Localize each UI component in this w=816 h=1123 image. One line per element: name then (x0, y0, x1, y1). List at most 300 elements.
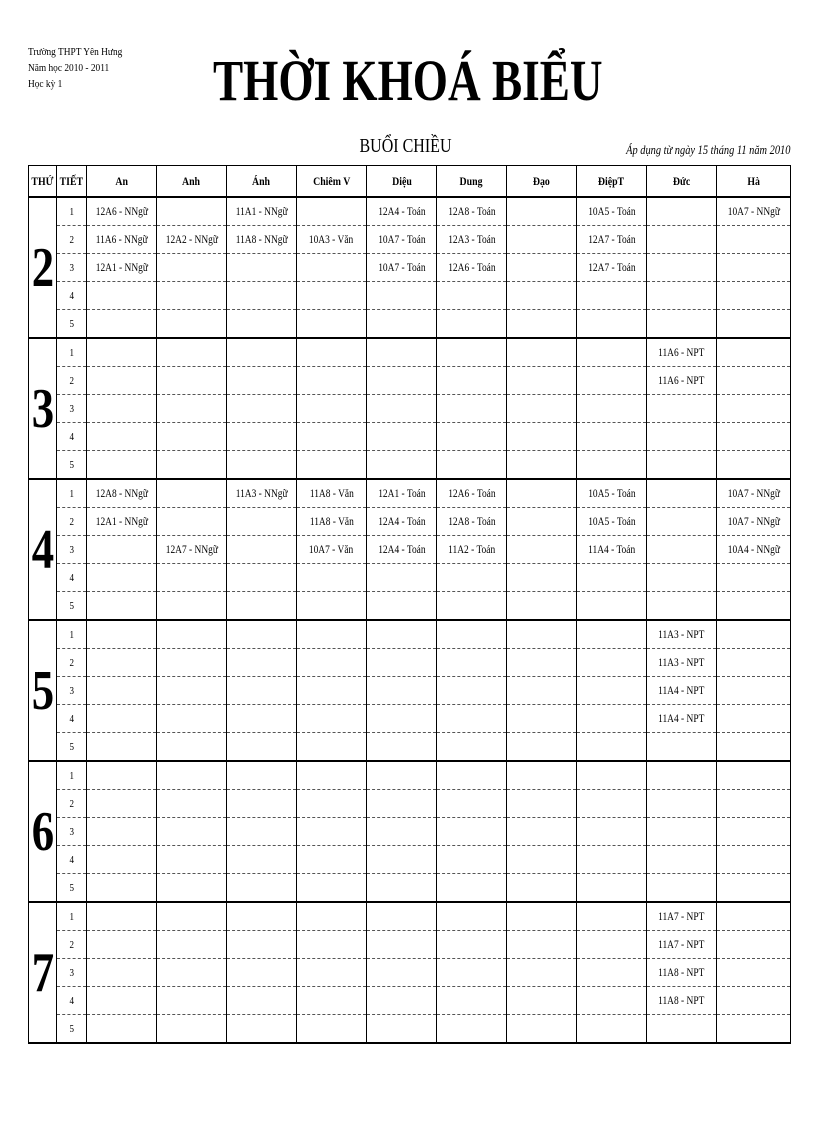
period-cell (57, 423, 87, 451)
lesson-cell (647, 564, 717, 592)
lesson-cell (157, 620, 227, 649)
period-cell (57, 649, 87, 677)
lesson-cell (157, 902, 227, 931)
lesson-cell (367, 761, 437, 790)
table-row (29, 987, 791, 1015)
lesson-cell (157, 282, 227, 310)
lesson-cell (157, 931, 227, 959)
session-title (330, 134, 480, 158)
lesson-cell (717, 536, 791, 564)
lesson-cell (717, 620, 791, 649)
lesson-cell (367, 254, 437, 282)
lesson-cell (367, 197, 437, 226)
header-teacher (717, 166, 791, 198)
lesson-text: 12A8 - Toán (447, 205, 496, 218)
table-row (29, 564, 791, 592)
lesson-cell (437, 874, 507, 903)
lesson-cell (647, 592, 717, 621)
lesson-cell (437, 282, 507, 310)
period-cell (57, 677, 87, 705)
lesson-cell (157, 1015, 227, 1044)
lesson-text: 10A7 - Toán (377, 233, 426, 246)
lesson-cell (647, 818, 717, 846)
header-period (57, 166, 87, 198)
lesson-cell (87, 310, 157, 339)
lesson-cell (87, 254, 157, 282)
lesson-cell (507, 818, 577, 846)
day-number: 4 (31, 518, 55, 581)
lesson-cell (437, 564, 507, 592)
lesson-cell (297, 846, 367, 874)
lesson-cell (367, 790, 437, 818)
lesson-cell (297, 197, 367, 226)
period-number: 2 (69, 938, 74, 951)
lesson-text: 12A7 - Toán (587, 261, 636, 274)
lesson-cell (647, 931, 717, 959)
lesson-cell (437, 987, 507, 1015)
lesson-cell (717, 987, 791, 1015)
period-cell (57, 564, 87, 592)
lesson-cell (227, 395, 297, 423)
lesson-cell (367, 310, 437, 339)
lesson-cell (437, 479, 507, 508)
period-number: 2 (69, 374, 74, 387)
lesson-cell (157, 338, 227, 367)
lesson-text: 10A7 - Toán (377, 261, 426, 274)
lesson-cell (717, 846, 791, 874)
lesson-cell (297, 367, 367, 395)
lesson-cell (577, 902, 647, 931)
lesson-cell (507, 987, 577, 1015)
lesson-cell (297, 536, 367, 564)
lesson-cell (157, 536, 227, 564)
lesson-cell (367, 677, 437, 705)
lesson-cell (437, 310, 507, 339)
lesson-cell (647, 338, 717, 367)
lesson-cell (647, 508, 717, 536)
lesson-cell (437, 423, 507, 451)
lesson-cell (577, 959, 647, 987)
lesson-cell (87, 338, 157, 367)
header-teacher (507, 166, 577, 198)
day-number: 6 (31, 800, 55, 863)
lesson-text: 11A6 - NPT (658, 374, 705, 387)
lesson-cell (647, 395, 717, 423)
table-row (29, 395, 791, 423)
period-number: 3 (69, 261, 74, 274)
lesson-cell (647, 874, 717, 903)
lesson-cell (647, 733, 717, 762)
period-number: 5 (69, 317, 74, 330)
lesson-text: 10A5 - Toán (587, 487, 636, 500)
lesson-cell (87, 733, 157, 762)
period-number: 3 (69, 684, 74, 697)
table-row (29, 338, 791, 367)
table-row (29, 479, 791, 508)
period-cell (57, 197, 87, 226)
lesson-cell (647, 423, 717, 451)
lesson-text: 10A5 - Toán (587, 515, 636, 528)
period-number: 1 (69, 910, 74, 923)
lesson-cell (87, 536, 157, 564)
lesson-cell (367, 564, 437, 592)
lesson-text: 11A4 - NPT (658, 684, 705, 697)
lesson-cell (227, 733, 297, 762)
lesson-cell (717, 959, 791, 987)
lesson-cell (367, 959, 437, 987)
lesson-text: 11A2 - Toán (447, 543, 495, 556)
period-cell (57, 1015, 87, 1044)
period-cell (57, 733, 87, 762)
lesson-cell (507, 790, 577, 818)
lesson-cell (577, 536, 647, 564)
lesson-cell (577, 226, 647, 254)
lesson-cell (577, 1015, 647, 1044)
lesson-cell (437, 677, 507, 705)
header-teacher-name: Chiêm V (312, 173, 351, 188)
lesson-cell (297, 479, 367, 508)
lesson-cell (367, 536, 437, 564)
day-number: 7 (31, 941, 55, 1004)
table-row (29, 959, 791, 987)
lesson-cell (717, 282, 791, 310)
lesson-text: 12A6 - NNgữ (95, 205, 148, 218)
lesson-cell (577, 705, 647, 733)
period-number: 3 (69, 825, 74, 838)
lesson-cell (367, 367, 437, 395)
lesson-text: 12A4 - Toán (377, 543, 426, 556)
lesson-cell (647, 197, 717, 226)
day-number: 5 (31, 659, 55, 722)
lesson-cell (577, 677, 647, 705)
lesson-cell (87, 395, 157, 423)
lesson-cell (367, 395, 437, 423)
table-row (29, 790, 791, 818)
lesson-cell (227, 254, 297, 282)
lesson-text: 12A1 - NNgữ (95, 515, 148, 528)
lesson-cell (507, 508, 577, 536)
lesson-cell (577, 282, 647, 310)
lesson-cell (157, 874, 227, 903)
lesson-text: 11A8 - Văn (309, 487, 354, 500)
lesson-cell (437, 508, 507, 536)
period-cell (57, 931, 87, 959)
lesson-cell (507, 705, 577, 733)
lesson-cell (507, 761, 577, 790)
lesson-cell (297, 790, 367, 818)
lesson-cell (577, 987, 647, 1015)
lesson-cell (437, 931, 507, 959)
lesson-cell (87, 508, 157, 536)
lesson-cell (437, 338, 507, 367)
lesson-cell (157, 451, 227, 480)
lesson-cell (227, 818, 297, 846)
lesson-cell (157, 423, 227, 451)
lesson-cell (647, 226, 717, 254)
lesson-cell (87, 423, 157, 451)
lesson-cell (87, 818, 157, 846)
lesson-cell (717, 705, 791, 733)
lesson-cell (157, 846, 227, 874)
header-teacher-name: Dung (460, 173, 483, 188)
period-number: 5 (69, 881, 74, 894)
lesson-text: 10A5 - Toán (587, 205, 636, 218)
lesson-cell (577, 846, 647, 874)
lesson-cell (507, 931, 577, 959)
lesson-cell (647, 761, 717, 790)
day-number: 2 (31, 236, 55, 299)
header-teacher (227, 166, 297, 198)
lesson-cell (367, 282, 437, 310)
period-number: 1 (69, 769, 74, 782)
lesson-text: 11A8 - NPT (658, 966, 705, 979)
lesson-cell (507, 536, 577, 564)
lesson-cell (717, 1015, 791, 1044)
table-row (29, 677, 791, 705)
lesson-cell (227, 367, 297, 395)
lesson-cell (297, 338, 367, 367)
table-row (29, 282, 791, 310)
table-row (29, 1015, 791, 1044)
lesson-cell (87, 987, 157, 1015)
lesson-cell (577, 508, 647, 536)
lesson-cell (227, 282, 297, 310)
table-row (29, 874, 791, 903)
lesson-cell (507, 733, 577, 762)
lesson-cell (647, 620, 717, 649)
lesson-cell (87, 677, 157, 705)
lesson-text: 12A6 - Toán (447, 487, 496, 500)
lesson-text: 11A7 - NPT (658, 910, 705, 923)
lesson-cell (437, 959, 507, 987)
period-number: 4 (69, 571, 74, 584)
period-number: 4 (69, 289, 74, 302)
lesson-cell (437, 395, 507, 423)
lesson-cell (507, 254, 577, 282)
lesson-cell (577, 818, 647, 846)
lesson-cell (157, 395, 227, 423)
period-number: 4 (69, 853, 74, 866)
period-number: 1 (69, 628, 74, 641)
lesson-text: 11A3 - NNgữ (235, 487, 288, 500)
period-cell (57, 367, 87, 395)
lesson-cell (367, 705, 437, 733)
lesson-cell (367, 508, 437, 536)
lesson-cell (717, 931, 791, 959)
lesson-cell (507, 1015, 577, 1044)
lesson-cell (157, 733, 227, 762)
table-row (29, 931, 791, 959)
lesson-cell (647, 479, 717, 508)
lesson-cell (227, 338, 297, 367)
lesson-cell (577, 451, 647, 480)
lesson-cell (157, 987, 227, 1015)
header-teacher-name: Anh (182, 173, 201, 188)
lesson-text: 10A7 - NNgữ (727, 487, 780, 500)
lesson-cell (577, 338, 647, 367)
lesson-cell (717, 197, 791, 226)
lesson-cell (577, 620, 647, 649)
lesson-cell (507, 451, 577, 480)
lesson-text: 12A7 - Toán (587, 233, 636, 246)
lesson-cell (437, 733, 507, 762)
lesson-cell (717, 790, 791, 818)
header-teacher (577, 166, 647, 198)
lesson-cell (367, 649, 437, 677)
lesson-cell (437, 197, 507, 226)
lesson-cell (227, 592, 297, 621)
period-cell (57, 226, 87, 254)
table-row (29, 761, 791, 790)
lesson-cell (437, 592, 507, 621)
period-number: 4 (69, 712, 74, 725)
lesson-cell (507, 479, 577, 508)
lesson-cell (577, 423, 647, 451)
lesson-cell (157, 197, 227, 226)
lesson-text: 10A7 - NNgữ (727, 205, 780, 218)
header-teacher-name: Ánh (252, 173, 271, 188)
lesson-cell (647, 1015, 717, 1044)
page-title (0, 46, 816, 116)
lesson-cell (367, 620, 437, 649)
day-cell (29, 479, 57, 620)
lesson-cell (507, 395, 577, 423)
lesson-cell (367, 931, 437, 959)
period-number: 2 (69, 797, 74, 810)
table-row (29, 536, 791, 564)
lesson-cell (297, 931, 367, 959)
lesson-cell (367, 226, 437, 254)
timetable-header (29, 166, 791, 198)
lesson-cell (227, 536, 297, 564)
lesson-cell (647, 790, 717, 818)
lesson-cell (717, 818, 791, 846)
lesson-text: 10A7 - Văn (309, 543, 354, 556)
period-cell (57, 282, 87, 310)
effective-date (585, 142, 790, 158)
day-cell (29, 620, 57, 761)
period-number: 4 (69, 994, 74, 1007)
lesson-cell (157, 761, 227, 790)
period-number: 2 (69, 515, 74, 528)
lesson-cell (157, 818, 227, 846)
lesson-cell (577, 197, 647, 226)
lesson-cell (297, 902, 367, 931)
period-cell (57, 846, 87, 874)
header-day-text: THỨ (31, 173, 54, 188)
lesson-cell (297, 1015, 367, 1044)
effective-date-text: Áp dụng từ ngày 15 tháng 11 năm 2010 (625, 142, 790, 157)
lesson-cell (157, 592, 227, 621)
header-teacher-name: ĐiệpT (598, 173, 625, 188)
period-cell (57, 338, 87, 367)
header-teacher (87, 166, 157, 198)
lesson-cell (87, 649, 157, 677)
lesson-cell (507, 846, 577, 874)
lesson-cell (717, 479, 791, 508)
lesson-text: 11A8 - NPT (658, 994, 705, 1007)
lesson-text: 12A3 - Toán (447, 233, 496, 246)
day-cell (29, 338, 57, 479)
header-teacher-name: An (115, 173, 128, 188)
lesson-cell (297, 987, 367, 1015)
table-row (29, 818, 791, 846)
lesson-cell (717, 592, 791, 621)
lesson-text: 10A7 - NNgữ (727, 515, 780, 528)
lesson-cell (297, 254, 367, 282)
period-cell (57, 395, 87, 423)
lesson-cell (437, 226, 507, 254)
lesson-cell (227, 987, 297, 1015)
lesson-text: 12A8 - Toán (447, 515, 496, 528)
lesson-text: 11A6 - NNgữ (95, 233, 148, 246)
lesson-cell (157, 677, 227, 705)
lesson-cell (507, 959, 577, 987)
lesson-cell (87, 902, 157, 931)
lesson-cell (437, 620, 507, 649)
lesson-cell (87, 620, 157, 649)
lesson-cell (577, 733, 647, 762)
lesson-cell (87, 931, 157, 959)
lesson-cell (507, 423, 577, 451)
school-term: Học kỳ 1 (28, 78, 63, 90)
lesson-cell (367, 733, 437, 762)
period-number: 5 (69, 740, 74, 753)
lesson-cell (647, 451, 717, 480)
header-day (29, 166, 57, 198)
lesson-cell (507, 367, 577, 395)
day-cell (29, 902, 57, 1043)
lesson-cell (367, 479, 437, 508)
lesson-cell (87, 592, 157, 621)
lesson-cell (87, 790, 157, 818)
lesson-cell (157, 564, 227, 592)
period-number: 1 (69, 487, 74, 500)
period-cell (57, 508, 87, 536)
lesson-cell (297, 226, 367, 254)
lesson-cell (157, 649, 227, 677)
lesson-cell (647, 959, 717, 987)
lesson-text: 10A3 - Văn (309, 233, 354, 246)
lesson-cell (717, 254, 791, 282)
table-row (29, 902, 791, 931)
period-number: 1 (69, 205, 74, 218)
lesson-cell (437, 902, 507, 931)
lesson-cell (227, 959, 297, 987)
period-cell (57, 790, 87, 818)
lesson-cell (717, 451, 791, 480)
lesson-cell (507, 338, 577, 367)
lesson-cell (507, 564, 577, 592)
lesson-text: 11A1 - NNgữ (235, 205, 288, 218)
table-row (29, 649, 791, 677)
lesson-cell (297, 592, 367, 621)
period-number: 5 (69, 599, 74, 612)
lesson-cell (507, 902, 577, 931)
period-cell (57, 536, 87, 564)
lesson-cell (577, 254, 647, 282)
lesson-text: 12A7 - NNgữ (165, 543, 218, 556)
period-cell (57, 987, 87, 1015)
table-row (29, 620, 791, 649)
lesson-cell (227, 790, 297, 818)
lesson-cell (227, 649, 297, 677)
lesson-cell (87, 479, 157, 508)
lesson-cell (87, 761, 157, 790)
lesson-cell (297, 761, 367, 790)
day-cell (29, 761, 57, 902)
lesson-text: 11A8 - NNgữ (235, 233, 288, 246)
